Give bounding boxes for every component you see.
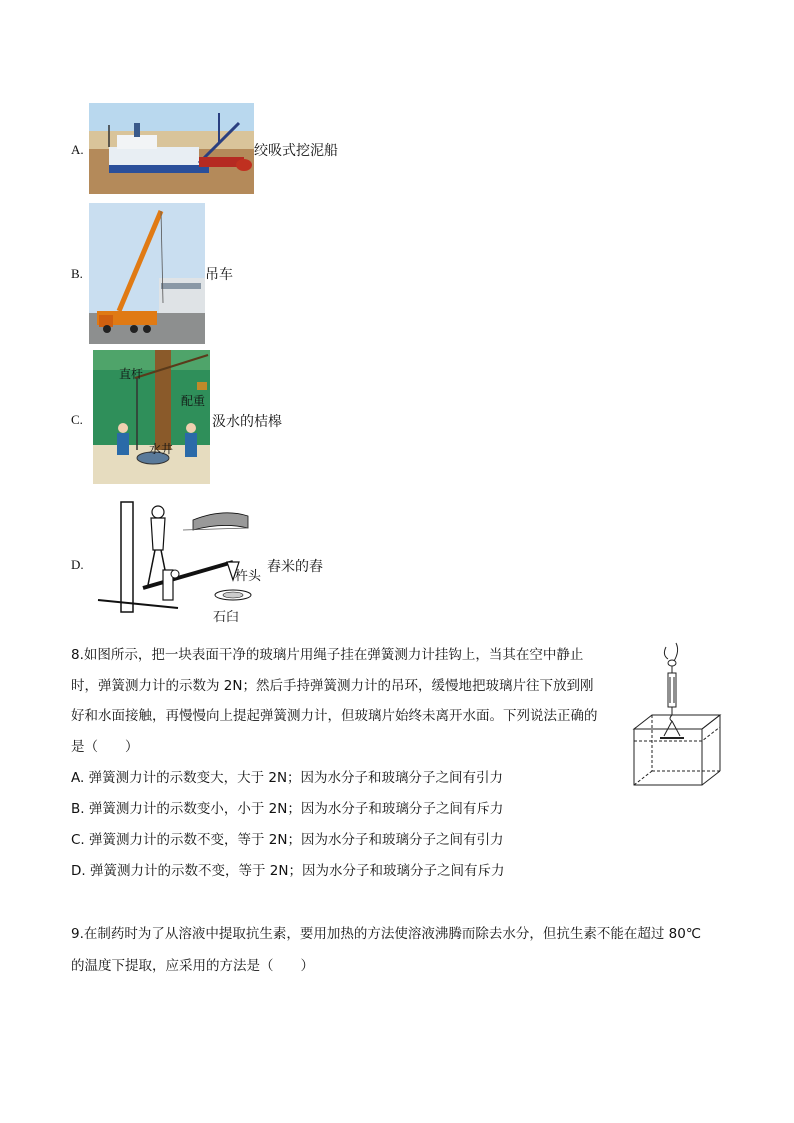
option-d-caption: 舂米的舂 [267,559,323,575]
option-b-letter: B. [71,266,83,281]
question-8-option-d[interactable]: D. 弹簧测力计的示数不变，等于 2N；因为水分子和玻璃分子之间有斥力 [71,863,505,879]
option-a-letter: A. [71,142,84,157]
question-8-option-b[interactable]: B. 弹簧测力计的示数变小，小于 2N；因为水分子和玻璃分子之间有斥力 [71,801,504,817]
question-9-line-1: 9.在制药时为了从溶液中提取抗生素，要用加热的方法使溶液沸腾而除去水分，但抗生素不能在超过 80℃ [71,926,702,942]
question-9-line-2: 的温度下提取，应采用的方法是（ ） [71,958,314,974]
question-8-line-2: 时，弹簧测力计的示数为 2N；然后手持弹簧测力计的吊环，缓慢地把玻璃片往下放到刚 [71,678,594,694]
well-sweep-well-label: 水井 [149,442,174,456]
well-sweep-illustration [93,350,210,484]
rice-pounder-head-label: 杵头 [235,569,262,584]
question-8-line-1: 8.如图所示，把一块表面干净的玻璃片用绳子挂在弹簧测力计挂钩上，当其在空中静止 [71,647,584,663]
dredger-ship-photo [89,103,254,194]
option-c-letter: C. [71,412,83,427]
question-8-option-c[interactable]: C. 弹簧测力计的示数不变，等于 2N；因为水分子和玻璃分子之间有引力 [71,832,504,848]
option-d-letter: D. [71,557,84,572]
question-8-line-3: 好和水面接触，再慢慢向上提起弹簧测力计，但玻璃片始终未离开水面。下列说法正确的 [71,708,598,724]
option-c-caption: 汲水的桔槔 [212,414,282,430]
question-8-option-a[interactable]: A. 弹簧测力计的示数变大，大于 2N；因为水分子和玻璃分子之间有引力 [71,770,504,786]
well-sweep-pole-label: 直杆 [119,367,144,381]
option-a-caption: 绞吸式挖泥船 [254,143,338,159]
rice-pounder-illustration [93,500,268,627]
option-b-caption: 吊车 [205,267,233,283]
crane-truck-photo [89,203,205,344]
rice-pounder-mortar-label: 石臼 [213,610,240,625]
spring-scale-glass-water-diagram [632,641,724,789]
question-8-line-4: 是（ ） [71,739,139,755]
well-sweep-weight-label: 配重 [181,394,206,408]
